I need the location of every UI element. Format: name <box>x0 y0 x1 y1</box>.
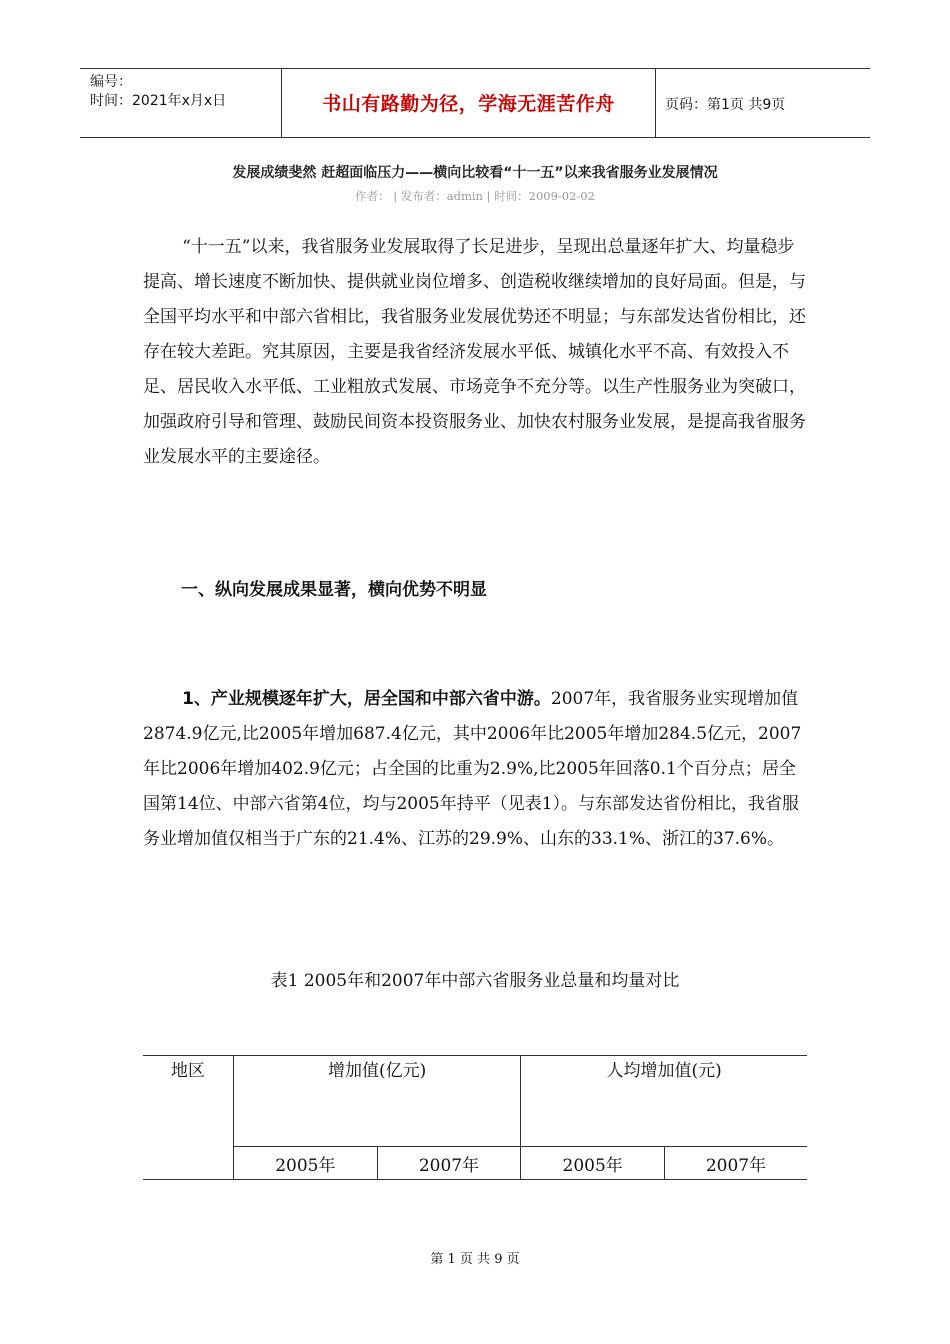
table-header-row <box>143 1056 807 1147</box>
table-subheader-row <box>143 1147 807 1180</box>
column-header-region: 地区 <box>143 1056 234 1180</box>
subsection-paragraph <box>143 682 807 857</box>
header-divider <box>655 69 656 137</box>
column-header-year: 2005年 <box>521 1147 665 1180</box>
document-header <box>80 68 870 138</box>
article-meta: 作者： | 发布者：admin | 时间：2009-02-02 <box>355 189 595 203</box>
column-header-year: 2005年 <box>234 1147 378 1180</box>
column-header-year: 2007年 <box>377 1147 521 1180</box>
table-caption: 表1 2005年和2007年中部六省服务业总量和均量对比 <box>270 971 680 991</box>
column-header-year: 2007年 <box>664 1147 807 1180</box>
header-motto: 书山有路勤为径，学海无涯苦作舟 <box>322 93 615 115</box>
section-heading: 一、纵向发展成果显著，横向优势不明显 <box>181 580 487 600</box>
comparison-table <box>143 1055 807 1180</box>
column-group-per-capita: 人均增加值(元) <box>521 1056 807 1147</box>
column-group-value-added: 增加值(亿元) <box>234 1056 521 1147</box>
article-title: 发展成绩斐然 赶超面临压力——横向比较看“十一五”以来我省服务业发展情况 <box>232 165 718 181</box>
subsection-lead: 1、产业规模逐年扩大，居全国和中部六省中游。 <box>182 689 551 709</box>
header-page-info: 页码：第1页 共9页 <box>665 97 786 113</box>
header-info <box>90 73 226 111</box>
intro-paragraph: “十一五”以来，我省服务业发展取得了长足进步，呈现出总量逐年扩大、均量稳步提高、增长速度不断加快、提供就业岗位增多、创造税收继续增加的良好局面。但是，与全国平均水平和中部六省相比，我省服务业发展优势还不明显；与东部发达省份相比，还存在较大差距。究其原因，主要是我省经济发展水平低、城镇化水平不高、有效投入不足、居民收入水平低、工业粗放式发展、市场竞争不充分等。以生产性服务业为突破口，加强政府引导和管理、鼓励民间资本投资服务业、加快农村服务业发展，是提高我省服务业发展水平的主要途径。 <box>143 237 806 467</box>
subsection-body: 2007年，我省服务业实现增加值2874.9亿元,比2005年增加687.4亿元，其中2006年比2005年增加284.5亿元，2007年比2006年增加402.9亿元；占全国的比重为2.9%,比2005年回落0.1个百分点；居全国第14位、中部六省第4位，均与2005年持平（见表1）。与东部发达省份相比，我省服务业增加值仅相当于广东的21.4%、江苏的29.9%、山东的33.1%、浙江的37.6%。 <box>143 689 802 849</box>
page-footer: 第 1 页 共 9 页 <box>430 1252 520 1267</box>
doc-code-label: 编号： <box>90 74 132 90</box>
doc-time-label: 时间：2021年x月x日 <box>90 93 227 109</box>
